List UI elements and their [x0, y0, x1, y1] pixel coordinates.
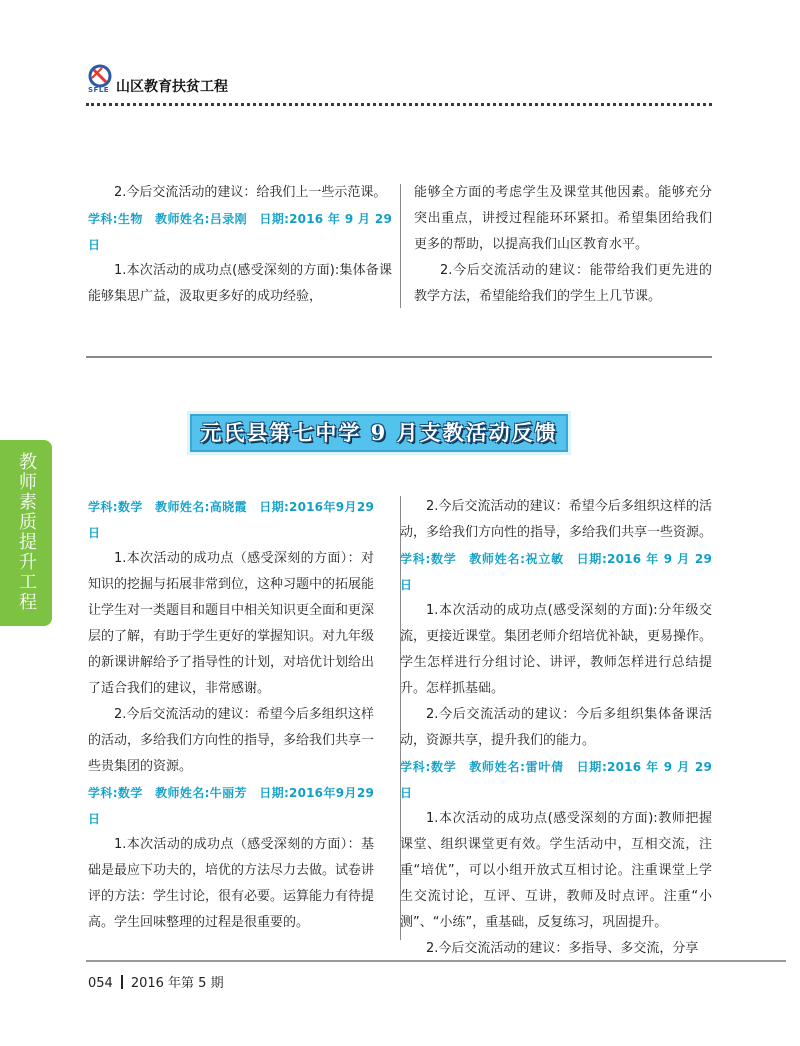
lower-right-paragraph-3: 2.今后交流活动的建议：今后多组织集体备课活动，资源共享，提升我们的能力。 — [400, 707, 712, 748]
banner-title: 元氏县第七中学 9 月支教活动反馈 — [200, 420, 558, 445]
lower-right-paragraph-2: 1.本次活动的成功点(感受深刻的方面):分年级交流，更接近课堂。集团老师介绍培优补缺，更易操作。学生怎样进行分组讨论、讲评，教师怎样进行总结提升。怎样抓基础。 — [400, 603, 713, 696]
teacher-meta-lei: 学科:数学 教师姓名:雷叶倩 日期:2016 年 9 月 29 日 — [400, 760, 712, 800]
top-left-paragraph-1: 2.今后交流活动的建议：给我们上一些示范课。 — [114, 185, 387, 200]
lower-right-paragraph-4: 1.本次活动的成功点(感受深刻的方面):教师把握课堂、组织课堂更有效。学生活动中，互相交流，注重“培优”，可以小组开放式互相讨论。注重课堂上学生交流讨论，互评、互讲，教师及时点评。注重“小测”、“小练”，重基础，反复练习，巩固提升。 — [400, 811, 712, 930]
lower-left-column — [88, 494, 374, 936]
teacher-meta-zhu: 学科:数学 教师姓名:祝立敏 日期:2016 年 9 月 29 日 — [400, 552, 712, 592]
top-left-column — [88, 180, 392, 310]
teacher-meta-gao: 学科:数学 教师姓名:高晓霞 日期:2016年9月29日 — [88, 500, 374, 540]
page-footer — [88, 972, 224, 991]
section-banner — [190, 414, 568, 452]
top-left-paragraph-2: 1.本次活动的成功点(感受深刻的方面):集体备课能够集思广益，汲取更多好的成功经验， — [88, 263, 392, 304]
side-tab — [0, 440, 52, 626]
section-divider — [86, 356, 712, 358]
lower-left-paragraph-2: 2.今后交流活动的建议：希望今后多组织这样的活动，多给我们方向性的指导，多给我们共享一些贵集团的资源。 — [88, 707, 375, 774]
lower-left-paragraph-3: 1.本次活动的成功点（感受深刻的方面）：基础是最应下功夫的，培优的方法尽力去做。试卷讲评的方法：学生讨论，很有必要。运算能力有待提高。学生回味整理的过程是很重要的。 — [88, 837, 375, 930]
header-title: 山区教育扶贫工程 — [116, 79, 228, 95]
top-column-divider — [400, 184, 401, 308]
side-tab-label: 教师素质提升工程 — [16, 452, 37, 612]
page-number: 054 — [88, 976, 113, 991]
footer-divider — [121, 975, 123, 989]
logo-text: SFLE — [88, 86, 110, 94]
lower-right-paragraph-5: 2.今后交流活动的建议：多指导、多交流，分享 — [426, 941, 699, 956]
teacher-meta-lu: 学科:生物 教师姓名:吕录刚 日期:2016 年 9 月 29 日 — [88, 212, 392, 252]
lower-left-paragraph-1: 1.本次活动的成功点（感受深刻的方面）：对知识的挖掘与拓展非常到位，这种习题中的拓展能让学生对一类题目和题目中相关知识更全面和更深层的了解，有助于学生更好的掌握知识。对九年级的新课讲解给予了指导性的计划，对培优计划给出了适合我们的建议，非常感谢。 — [88, 551, 375, 696]
top-right-column — [414, 180, 712, 310]
issue-label: 2016 年第 5 期 — [130, 976, 224, 991]
header-dotted-rule — [86, 103, 712, 106]
footer-rule — [86, 960, 786, 962]
teacher-meta-niu: 学科:数学 教师姓名:牛丽芳 日期:2016年9月29日 — [88, 786, 374, 826]
lower-right-paragraph-1: 2.今后交流活动的建议：希望今后多组织这样的活动，多给我们方向性的指导，多给我们共享一些资源。 — [400, 499, 713, 540]
top-right-paragraph-2: 2.今后交流活动的建议：能带给我们更先进的教学方法，希望能给我们的学生上几节课。 — [414, 263, 712, 304]
lower-right-column — [400, 494, 712, 962]
top-right-paragraph-1: 能够全方面的考虑学生及课堂其他因素。能够充分突出重点，讲授过程能环环紧扣。希望集团给我们更多的帮助，以提高我们山区教育水平。 — [414, 185, 712, 252]
